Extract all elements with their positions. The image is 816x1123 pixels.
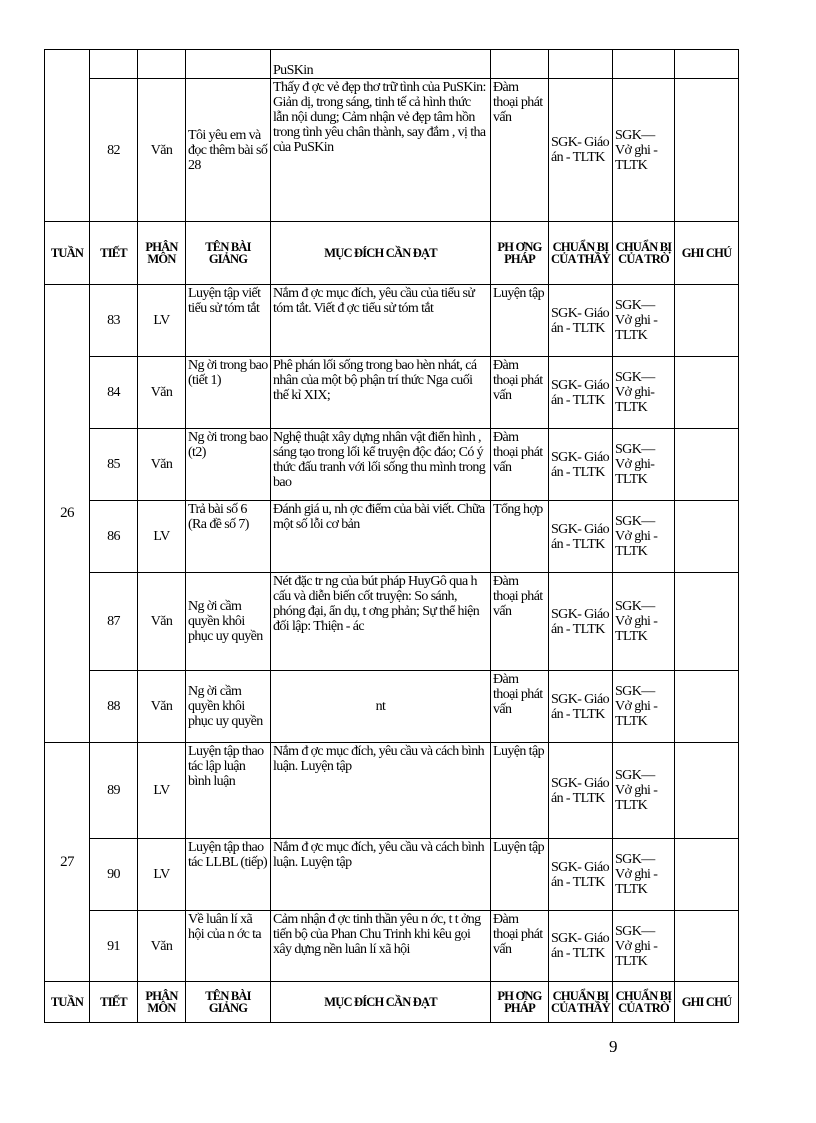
tuan-cell — [45, 50, 90, 222]
column-header: PH ƠNG PHÁP — [491, 222, 549, 285]
tiet-cell: 82 — [90, 79, 138, 222]
lesson-name-cell: Ng ời trong bao (t2) — [186, 429, 271, 501]
teacher-prep-cell: SGK- Giáo án - TLTK — [549, 429, 613, 501]
method-cell: Đàm thoại phát vấn — [491, 573, 549, 671]
tiet-cell: 89 — [90, 743, 138, 839]
method-cell: Đàm thoại phát vấn — [491, 911, 549, 982]
mon-cell: LV — [138, 743, 186, 839]
objective-cell: Nắm đ ợc mục đích, yêu cầu và cách bình luận. Luyện tập — [271, 743, 491, 839]
table-row — [45, 79, 739, 222]
objective-cell: Nắm đ ợc mục đích, yêu cầu và cách bình luận. Luyện tập — [271, 839, 491, 911]
column-header: TÊN BÀI GIẢNG — [186, 982, 271, 1023]
method-cell: Luyện tập — [491, 839, 549, 911]
header-row — [45, 982, 739, 1023]
table-row — [45, 429, 739, 501]
teacher-prep-cell: SGK- Giáo án - TLTK — [549, 839, 613, 911]
column-header: TIẾT — [90, 222, 138, 285]
column-header: TÊN BÀI GIẢNG — [186, 222, 271, 285]
objective-cell: Đánh giá u, nh ợc điểm của bài viết. Chữa một số lỗi cơ bản — [271, 501, 491, 573]
tiet-cell: 91 — [90, 911, 138, 982]
objective-cell: Thấy đ ợc vẻ đẹp thơ trữ tình của PuSKin: Giản dị, trong sáng, tinh tế cả hình thức lẫn nội dung; Cảm nhận vẻ đẹp tâm hồn trong tình yêu chân thành, say đắm , vị tha của PuSKin — [271, 79, 491, 222]
tiet-cell: 83 — [90, 285, 138, 357]
lesson-plan-table — [44, 49, 739, 1023]
mon-cell: Văn — [138, 573, 186, 671]
lesson-name-cell: Về luân lí xã hội của n ớc ta — [186, 911, 271, 982]
tiet-cell: 88 — [90, 671, 138, 743]
note-cell — [675, 671, 739, 743]
column-header: PH ƠNG PHÁP — [491, 982, 549, 1023]
column-header: TIẾT — [90, 982, 138, 1023]
student-prep-cell: SGK— Vở ghi - TLTK — [613, 79, 675, 222]
student-prep-cell: SGK— Vở ghi - TLTK — [613, 839, 675, 911]
teacher-prep-cell: SGK- Giáo án - TLTK — [549, 671, 613, 743]
lesson-name-cell: Luyện tập thao tác LLBL (tiếp) — [186, 839, 271, 911]
student-prep-cell — [613, 50, 675, 79]
objective-cell: PuSKin — [271, 50, 491, 79]
student-prep-cell: SGK— Vở ghi- TLTK — [613, 357, 675, 429]
table-row — [45, 50, 739, 79]
table-row — [45, 501, 739, 573]
teacher-prep-cell: SGK- Giáo án - TLTK — [549, 285, 613, 357]
note-cell — [675, 839, 739, 911]
note-cell — [675, 501, 739, 573]
table-row — [45, 839, 739, 911]
column-header: TUẦN — [45, 222, 90, 285]
teacher-prep-cell: SGK- Giáo án - TLTK — [549, 573, 613, 671]
tiet-cell: 90 — [90, 839, 138, 911]
column-header: GHI CHÚ — [675, 982, 739, 1023]
header-row — [45, 222, 739, 285]
mon-cell: Văn — [138, 429, 186, 501]
teacher-prep-cell: SGK- Giáo án - TLTK — [549, 911, 613, 982]
method-cell: Tổng hợp — [491, 501, 549, 573]
student-prep-cell: SGK— Vở ghi - TLTK — [613, 911, 675, 982]
note-cell — [675, 79, 739, 222]
lesson-name-cell: Tôi yêu em và đọc thêm bài số 28 — [186, 79, 271, 222]
table-row — [45, 911, 739, 982]
method-cell: Luyện tập — [491, 285, 549, 357]
page-number: 9 — [609, 1037, 618, 1056]
teacher-prep-cell: SGK- Giáo án - TLTK — [549, 79, 613, 222]
note-cell — [675, 285, 739, 357]
mon-cell: LV — [138, 285, 186, 357]
student-prep-cell: SGK— Vở ghi - TLTK — [613, 573, 675, 671]
mon-cell: Văn — [138, 911, 186, 982]
student-prep-cell: SGK— Vở ghi- TLTK — [613, 429, 675, 501]
teacher-prep-cell — [549, 50, 613, 79]
method-cell: Đàm thoại phát vấn — [491, 79, 549, 222]
objective-cell: Phê phán lối sống trong bao hèn nhát, cá nhân của một bộ phận trí thức Nga cuối thế kỉ XIX; — [271, 357, 491, 429]
column-header: GHI CHÚ — [675, 222, 739, 285]
mon-cell — [138, 50, 186, 79]
table-row — [45, 743, 739, 839]
tiet-cell: 87 — [90, 573, 138, 671]
column-header: CHUẨN BỊ CỦA TRÒ — [613, 222, 675, 285]
lesson-name-cell: Ng ời cầm quyền khôi phục uy quyền — [186, 573, 271, 671]
teacher-prep-cell: SGK- Giáo án - TLTK — [549, 743, 613, 839]
mon-cell: Văn — [138, 357, 186, 429]
mon-cell: Văn — [138, 79, 186, 222]
student-prep-cell: SGK— Vở ghi - TLTK — [613, 285, 675, 357]
method-cell: Đàm thoại phát vấn — [491, 357, 549, 429]
note-cell — [675, 429, 739, 501]
tiet-cell: 85 — [90, 429, 138, 501]
week-cell: 27 — [45, 743, 90, 982]
week-cell: 26 — [45, 285, 90, 743]
note-cell — [675, 50, 739, 79]
note-cell — [675, 743, 739, 839]
method-cell: Đàm thoại phát vấn — [491, 671, 549, 743]
column-header: CHUẨN BỊ CỦA THẦY — [549, 982, 613, 1023]
student-prep-cell: SGK— Vở ghi - TLTK — [613, 501, 675, 573]
note-cell — [675, 573, 739, 671]
lesson-name-cell — [186, 50, 271, 79]
student-prep-cell: SGK— Vở ghi - TLTK — [613, 743, 675, 839]
table-row — [45, 573, 739, 671]
note-cell — [675, 357, 739, 429]
table-row — [45, 671, 739, 743]
objective-cell: Nghệ thuật xây dựng nhân vật điển hình , sáng tạo trong lối kể truyện độc đáo; Có ý thức đấu tranh với lối sống thu mình trong bao — [271, 429, 491, 501]
table-row — [45, 285, 739, 357]
method-cell — [491, 50, 549, 79]
objective-cell: nt — [271, 671, 491, 743]
objective-cell: Nét đặc tr ng của bút pháp HuyGô qua h cấu và diễn biến cốt truyện: So sánh, phóng đại, ẩn dụ, t ơng phản; Sự thể hiện đối lập: Thiện - ác — [271, 573, 491, 671]
lesson-name-cell: Trả bài số 6 (Ra đề số 7) — [186, 501, 271, 573]
note-cell — [675, 911, 739, 982]
lesson-name-cell: Luyện tập thao tác lập luận bình luận — [186, 743, 271, 839]
teacher-prep-cell: SGK- Giáo án - TLTK — [549, 357, 613, 429]
method-cell: Luyện tập — [491, 743, 549, 839]
column-header: TUẦN — [45, 982, 90, 1023]
teacher-prep-cell: SGK- Giáo án - TLTK — [549, 501, 613, 573]
column-header: CHUẨN BỊ CỦA THẦY — [549, 222, 613, 285]
tiet-cell: 86 — [90, 501, 138, 573]
objective-cell: Cảm nhận đ ợc tinh thần yêu n ớc, t t ởng tiến bộ của Phan Chu Trinh khi kêu gọi xây dựng nền luân lí xã hội — [271, 911, 491, 982]
column-header: MỤC ĐÍCH CẦN ĐẠT — [271, 222, 491, 285]
objective-cell: Nắm đ ợc mục đích, yêu cầu của tiểu sử tóm tắt. Viết đ ợc tiểu sử tóm tắt — [271, 285, 491, 357]
tiet-cell — [90, 50, 138, 79]
column-header: PHÂN MÔN — [138, 222, 186, 285]
mon-cell: LV — [138, 501, 186, 573]
lesson-name-cell: Luyện tập viết tiểu sử tóm tắt — [186, 285, 271, 357]
mon-cell: LV — [138, 839, 186, 911]
lesson-name-cell: Ng ời cầm quyền khôi phục uy quyền — [186, 671, 271, 743]
tiet-cell: 84 — [90, 357, 138, 429]
table-row — [45, 357, 739, 429]
column-header: MỤC ĐÍCH CẦN ĐẠT — [271, 982, 491, 1023]
column-header: PHÂN MÔN — [138, 982, 186, 1023]
lesson-name-cell: Ng ời trong bao (tiết 1) — [186, 357, 271, 429]
method-cell: Đàm thoại phát vấn — [491, 429, 549, 501]
student-prep-cell: SGK— Vở ghi - TLTK — [613, 671, 675, 743]
mon-cell: Văn — [138, 671, 186, 743]
column-header: CHUẨN BỊ CỦA TRÒ — [613, 982, 675, 1023]
